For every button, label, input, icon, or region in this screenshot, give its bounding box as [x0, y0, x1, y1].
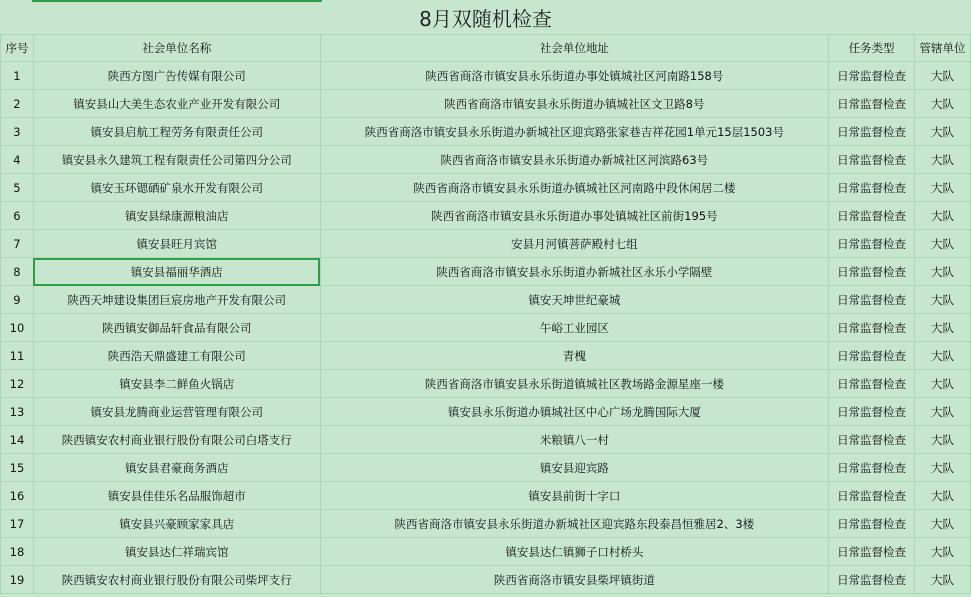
- cell-jurisdiction[interactable]: 大队: [915, 482, 971, 510]
- cell-name[interactable]: 镇安县永久建筑工程有限责任公司第四分公司: [33, 146, 320, 174]
- cell-name[interactable]: 镇安玉环锶硒矿泉水开发有限公司: [33, 174, 320, 202]
- inspection-table: [0, 34, 971, 594]
- cell-name[interactable]: 镇安县旺月宾馆: [33, 230, 320, 258]
- cell-no[interactable]: 17: [1, 510, 34, 538]
- cell-jurisdiction[interactable]: 大队: [915, 62, 971, 90]
- cell-no[interactable]: 8: [1, 258, 34, 286]
- cell-task-type[interactable]: 日常监督检查: [829, 538, 915, 566]
- cell-name[interactable]: 镇安县兴豪顾家家具店: [33, 510, 320, 538]
- cell-name[interactable]: 陕西浩天鼎盛建工有限公司: [33, 342, 320, 370]
- cell-jurisdiction[interactable]: 大队: [915, 118, 971, 146]
- cell-no[interactable]: 2: [1, 90, 34, 118]
- table-row: [1, 90, 971, 118]
- table-row: [1, 286, 971, 314]
- cell-name[interactable]: 镇安县福丽华酒店: [33, 258, 320, 286]
- cell-jurisdiction[interactable]: 大队: [915, 146, 971, 174]
- cell-task-type[interactable]: 日常监督检查: [829, 398, 915, 426]
- cell-task-type[interactable]: 日常监督检查: [829, 426, 915, 454]
- cell-address[interactable]: 青槐: [320, 342, 829, 370]
- cell-address[interactable]: 镇安县永乐街道办镇城社区中心广场龙腾国际大厦: [320, 398, 829, 426]
- table-row: [1, 258, 971, 286]
- table-row: [1, 202, 971, 230]
- cell-jurisdiction[interactable]: 大队: [915, 230, 971, 258]
- cell-jurisdiction[interactable]: 大队: [915, 370, 971, 398]
- cell-address[interactable]: 陕西省商洛市镇安县永乐街道办镇城社区河南路中段休闲居二楼: [320, 174, 829, 202]
- cell-name[interactable]: 陕西镇安农村商业银行股份有限公司白塔支行: [33, 426, 320, 454]
- cell-address[interactable]: 陕西省商洛市镇安县柴坪镇街道: [320, 566, 829, 594]
- cell-task-type[interactable]: 日常监督检查: [829, 342, 915, 370]
- cell-name[interactable]: 镇安县启航工程劳务有限责任公司: [33, 118, 320, 146]
- table-row: [1, 342, 971, 370]
- cell-address[interactable]: 陕西省商洛市镇安县永乐街道办新城社区迎宾路东段泰昌恒雅居2、3楼: [320, 510, 829, 538]
- cell-task-type[interactable]: 日常监督检查: [829, 202, 915, 230]
- cell-address[interactable]: 镇安县达仁镇狮子口村桥头: [320, 538, 829, 566]
- cell-jurisdiction[interactable]: 大队: [915, 314, 971, 342]
- header-cell-address[interactable]: 社会单位地址: [320, 35, 829, 62]
- cell-no[interactable]: 10: [1, 314, 34, 342]
- cell-task-type[interactable]: 日常监督检查: [829, 566, 915, 594]
- cell-address[interactable]: 米粮镇八一村: [320, 426, 829, 454]
- cell-address[interactable]: 安县月河镇菩萨殿村七组: [320, 230, 829, 258]
- cell-task-type[interactable]: 日常监督检查: [829, 118, 915, 146]
- table-row: [1, 566, 971, 594]
- cell-address[interactable]: 镇安天坤世纪豪城: [320, 286, 829, 314]
- cell-task-type[interactable]: 日常监督检查: [829, 230, 915, 258]
- cell-address[interactable]: 午峪工业园区: [320, 314, 829, 342]
- cell-jurisdiction[interactable]: 大队: [915, 454, 971, 482]
- cell-name[interactable]: 陕西方图广告传媒有限公司: [33, 62, 320, 90]
- cell-task-type[interactable]: 日常监督检查: [829, 314, 915, 342]
- cell-no[interactable]: 16: [1, 482, 34, 510]
- table-row: [1, 370, 971, 398]
- header-cell-jurisdiction[interactable]: 管辖单位: [915, 35, 971, 62]
- cell-name[interactable]: 镇安县君豪商务酒店: [33, 454, 320, 482]
- cell-task-type[interactable]: 日常监督检查: [829, 146, 915, 174]
- table-row: [1, 314, 971, 342]
- cell-no[interactable]: 15: [1, 454, 34, 482]
- cell-address[interactable]: 陕西省商洛市镇安县永乐街道办事处镇城社区前街195号: [320, 202, 829, 230]
- selection-indicator: [32, 0, 322, 2]
- cell-no[interactable]: 18: [1, 538, 34, 566]
- cell-jurisdiction[interactable]: 大队: [915, 538, 971, 566]
- cell-name[interactable]: 陕西天坤建设集团巨宸房地产开发有限公司: [33, 286, 320, 314]
- table-row: [1, 510, 971, 538]
- cell-task-type[interactable]: 日常监督检查: [829, 258, 915, 286]
- table-row: [1, 398, 971, 426]
- cell-address[interactable]: 陕西省商洛市镇安县永乐街道办镇城社区文卫路8号: [320, 90, 829, 118]
- cell-address[interactable]: 镇安县迎宾路: [320, 454, 829, 482]
- cell-task-type[interactable]: 日常监督检查: [829, 482, 915, 510]
- table-row: [1, 230, 971, 258]
- cell-address[interactable]: 镇安县前街十字口: [320, 482, 829, 510]
- header-row: [1, 35, 971, 62]
- table-row: [1, 174, 971, 202]
- cell-jurisdiction[interactable]: 大队: [915, 202, 971, 230]
- cell-no[interactable]: 11: [1, 342, 34, 370]
- cell-no[interactable]: 5: [1, 174, 34, 202]
- table-row: [1, 482, 971, 510]
- cell-no[interactable]: 19: [1, 566, 34, 594]
- cell-no[interactable]: 9: [1, 286, 34, 314]
- table-row: [1, 118, 971, 146]
- cell-address[interactable]: 陕西省商洛市镇安县永乐街道办新城社区迎宾路张家巷吉祥花园1单元15层1503号: [320, 118, 829, 146]
- cell-task-type[interactable]: 日常监督检查: [829, 454, 915, 482]
- cell-name[interactable]: 陕西镇安农村商业银行股份有限公司柴坪支行: [33, 566, 320, 594]
- table-row: [1, 426, 971, 454]
- cell-name[interactable]: 镇安县龙腾商业运营管理有限公司: [33, 398, 320, 426]
- cell-no[interactable]: 14: [1, 426, 34, 454]
- cell-address[interactable]: 陕西省商洛市镇安县永乐街道办新城社区永乐小学隔壁: [320, 258, 829, 286]
- header-cell-task-type[interactable]: 任务类型: [829, 35, 915, 62]
- table-row: [1, 538, 971, 566]
- cell-jurisdiction[interactable]: 大队: [915, 286, 971, 314]
- cell-jurisdiction[interactable]: 大队: [915, 398, 971, 426]
- cell-no[interactable]: 1: [1, 62, 34, 90]
- header-cell-name[interactable]: 社会单位名称: [33, 35, 320, 62]
- cell-name[interactable]: 镇安县达仁祥瑞宾馆: [33, 538, 320, 566]
- table-row: [1, 454, 971, 482]
- cell-no[interactable]: 13: [1, 398, 34, 426]
- cell-task-type[interactable]: 日常监督检查: [829, 286, 915, 314]
- header-cell-no[interactable]: 序号: [1, 35, 34, 62]
- cell-jurisdiction[interactable]: 大队: [915, 174, 971, 202]
- cell-address[interactable]: 陕西省商洛市镇安县永乐街道镇城社区教场路金源星座一楼: [320, 370, 829, 398]
- cell-jurisdiction[interactable]: 大队: [915, 258, 971, 286]
- cell-no[interactable]: 4: [1, 146, 34, 174]
- cell-task-type[interactable]: 日常监督检查: [829, 90, 915, 118]
- cell-task-type[interactable]: 日常监督检查: [829, 174, 915, 202]
- cell-name[interactable]: 镇安县李二鲜鱼火锅店: [33, 370, 320, 398]
- cell-jurisdiction[interactable]: 大队: [915, 566, 971, 594]
- cell-jurisdiction[interactable]: 大队: [915, 342, 971, 370]
- cell-jurisdiction[interactable]: 大队: [915, 426, 971, 454]
- cell-no[interactable]: 6: [1, 202, 34, 230]
- cell-address[interactable]: 陕西省商洛市镇安县永乐街道办事处镇城社区河南路158号: [320, 62, 829, 90]
- cell-name[interactable]: 陕西镇安御品轩食品有限公司: [33, 314, 320, 342]
- cell-name[interactable]: 镇安县佳佳乐名品服饰超市: [33, 482, 320, 510]
- cell-address[interactable]: 陕西省商洛市镇安县永乐街道办新城社区河滨路63号: [320, 146, 829, 174]
- table-row: [1, 62, 971, 90]
- sheet-title: 8月双随机检查: [419, 6, 552, 31]
- cell-no[interactable]: 3: [1, 118, 34, 146]
- cell-jurisdiction[interactable]: 大队: [915, 510, 971, 538]
- cell-task-type[interactable]: 日常监督检查: [829, 370, 915, 398]
- cell-name[interactable]: 镇安县山大美生态农业产业开发有限公司: [33, 90, 320, 118]
- sheet-title-row[interactable]: [0, 0, 971, 35]
- cell-no[interactable]: 12: [1, 370, 34, 398]
- cell-task-type[interactable]: 日常监督检查: [829, 510, 915, 538]
- cell-jurisdiction[interactable]: 大队: [915, 90, 971, 118]
- table-row: [1, 146, 971, 174]
- cell-no[interactable]: 7: [1, 230, 34, 258]
- cell-task-type[interactable]: 日常监督检查: [829, 62, 915, 90]
- cell-name[interactable]: 镇安县绿康源粮油店: [33, 202, 320, 230]
